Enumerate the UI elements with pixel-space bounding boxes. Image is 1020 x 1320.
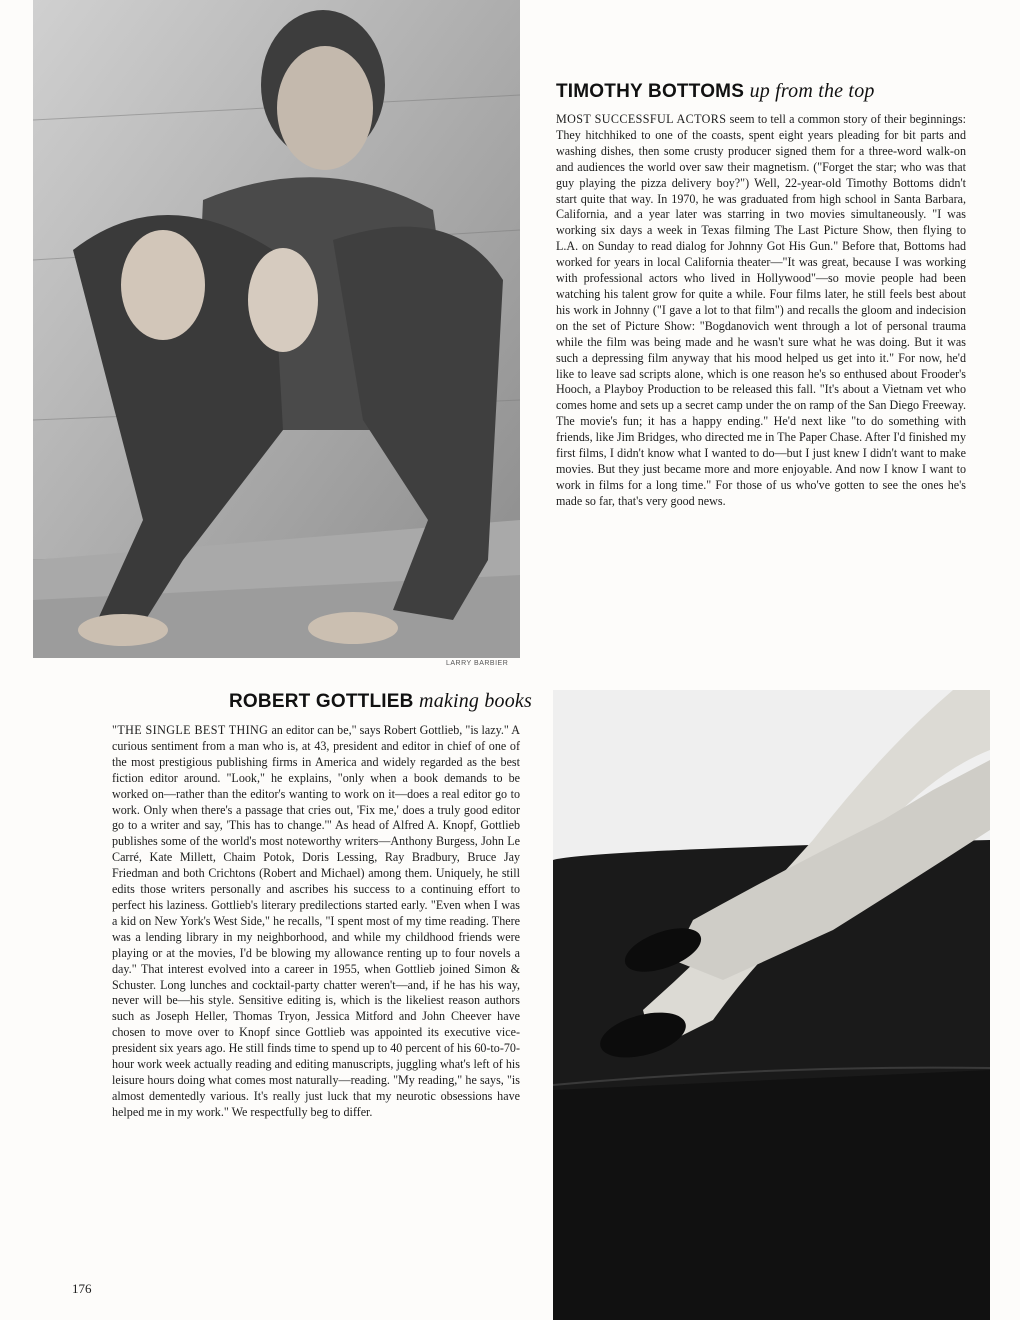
- timothy-bottoms-illustration: [33, 0, 520, 658]
- gottlieb-lede: "THE SINGLE BEST THING: [112, 723, 269, 737]
- bottoms-name: TIMOTHY BOTTOMS: [556, 81, 745, 102]
- gottlieb-name: ROBERT GOTTLIEB: [229, 691, 414, 712]
- page-number: 176: [72, 1281, 92, 1296]
- bottoms-body: seem to tell a common story of their beginnings: They hitchhiked to one of the coasts, spent eight years pleading for bit parts and washing dishes, then some crusty producer signed them for a three-word walk-on and audiences the world over saw their magnetism. ("Forget the star; who was that guy playing the pizza delivery boy?") Well, 22-year-old Timothy Bottoms didn't start quite that way. In 1970, he was graduated from high school in Santa Barbara, California, and a year later was starring in two movies simultaneously. "I was working six days a week in Texas filming The Last Picture Show, then flying to L.A. on Sunday to read dialog for Johnny Got His Gun." Before that, Bottoms had worked for years in local California theater—"It was great, because I was working with professional actors who lived in Hollywood"—so movie people had been watching his talent grow for quite a while. Four films later, he still feels best about his work in Johnny ("I gave a lot to that film") and recalls the gloom and indecision on the set of Picture Show: "Bogdanovich went through a lot of personal trauma while the film was being made and he wasn't sure what he was doing. But it was such a depressing film anyway that his mood helped us get into it." For now, he'd like to leave sad scripts alone, which is one reason he's so enthused about Frooder's Hooch, a Playboy Production to be released this fall. "It's about a Vietnam vet who comes home and sets up a secret camp under the on ramp of the San Diego Freeway. The movie's fun; it has a happy ending." He'd next like "to do something with friends, like Jim Bridges, who directed me in The Paper Chase. After I'd finished my first films, I didn't know what I wanted to do—but I just knew I didn't want to make movies. But they just became more and more enjoyable. And now I know I want to work in films for a long time." For those of us who've gotten to see the ones he's made so far, that's very good news.: [556, 112, 966, 508]
- timothy-bottoms-photo: [33, 0, 520, 658]
- gottlieb-headline: [229, 690, 532, 713]
- gottlieb-tagline: making books: [419, 690, 532, 712]
- bottoms-lede: MOST SUCCESSFUL ACTORS: [556, 112, 727, 126]
- bottoms-article-text: [556, 112, 966, 510]
- bottoms-tagline: up from the top: [749, 80, 875, 102]
- robert-gottlieb-photo: [553, 690, 990, 1320]
- gottlieb-article-text: [112, 723, 520, 1121]
- gottlieb-body: an editor can be," says Robert Gottlieb, "is lazy." A curious sentiment from a man who is, at 43, president and editor in chief of one of the most prestigious publishing firms in America and widely regarded as the best fiction editor around. "Look," he explains, "only when a book demands to be worked on—rather than the editor's wanting to work on it—does a real editor go to work. Only when there's a passage that cries out, 'Fix me,' does a truly good editor go to a writer and say, 'This has to change.'" As head of Alfred A. Knopf, Gottlieb publishes some of the world's most noteworthy writers—Anthony Burgess, John Le Carré, Kate Millett, Chaim Potok, Doris Lessing, Ray Bradbury, Bruce Jay Friedman and both Crichtons (Robert and Michael) among them. Uniquely, he still edits those writers personally and ascribes his success to a continuing effort to perfect his laziness. Gottlieb's literary predilections started early. "Even when I was a kid on New York's West Side," he recalls, "I spent most of my time reading. There was a lending library in my neighborhood, and while my childhood friends were playing or at the movies, I'd be blowing my allowance renting up to four novels a day." That interest evolved into a career in 1955, when Gottlieb joined Simon & Schuster. Long lunches and cocktail-party chatter weren't—and, if he has his way, never will be—his style. Sensitive editing is, which is the likeliest reason authors such as Joseph Heller, Thomas Tryon, Jessica Mitford and John Cheever have chosen to move over to Knopf since Gottlieb was appointed its executive vice-president six years ago. He still finds time to spend up to 40 percent of his 60-to-70-hour work week actually reading and editing manuscripts, juggling what's left of his leisure hours doing what comes most naturally—reading. "My reading," he says, "is almost dementedly various. It's really just luck that my neurotic obsessions have helped me in my work." We respectfully beg to differ.: [112, 723, 520, 1119]
- robert-gottlieb-illustration: [553, 690, 990, 1320]
- bottoms-headline: [556, 80, 875, 103]
- photo-credit: LARRY BARBIER: [446, 660, 509, 667]
